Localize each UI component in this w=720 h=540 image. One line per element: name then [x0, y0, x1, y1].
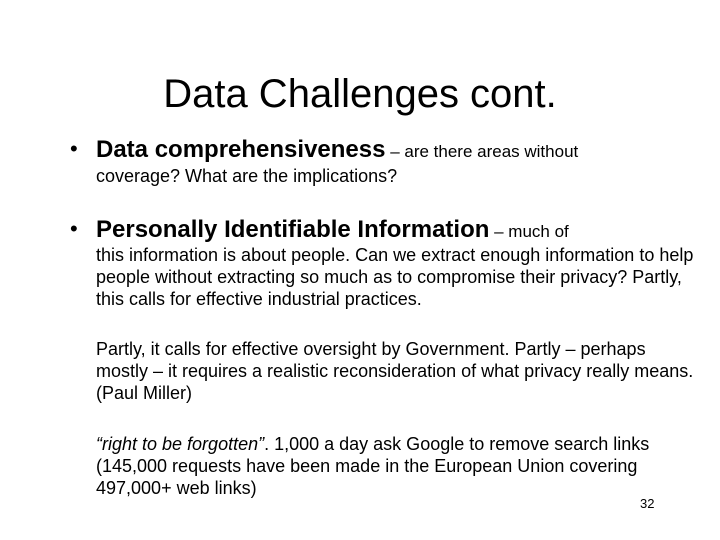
bullet-data-comprehensiveness: [70, 136, 690, 164]
bullet-marker: •: [70, 136, 78, 161]
slide-title: Data Challenges cont.: [163, 72, 557, 116]
bullet-continuation: coverage? What are the implications?: [96, 166, 398, 186]
pii-paragraph-3: [96, 433, 696, 499]
pii-paragraph-2: Partly, it calls for effective oversight by Government. Partly – perhaps mostly – it requires a realistic reconsideration of what privacy really means. (Paul Miller): [96, 339, 694, 403]
bullet-heading: Data comprehensiveness: [96, 136, 386, 163]
bullet-heading-tail: – much of: [489, 222, 569, 241]
right-to-be-forgotten: “right to be forgotten”: [96, 434, 265, 454]
bullet-marker: •: [70, 216, 78, 241]
bullet-heading-tail: – are there areas without: [385, 142, 579, 161]
bullet-line: [96, 136, 690, 164]
bullet-heading: Personally Identifiable Information: [96, 216, 490, 243]
bullet-line: [96, 216, 690, 244]
pii-paragraph-1: this information is about people. Can we extract enough information to help people without extracting so much as to compromise their privacy? Partly, this calls for effective industrial practices.: [96, 245, 694, 309]
pii-paragraph-3-text: . 1,000 a day ask Google to remove search links (145,000 requests have been made in the European Union covering 497,000+ web links): [96, 434, 650, 498]
bullet-pii: [70, 216, 690, 244]
page-number: 32: [640, 496, 655, 511]
